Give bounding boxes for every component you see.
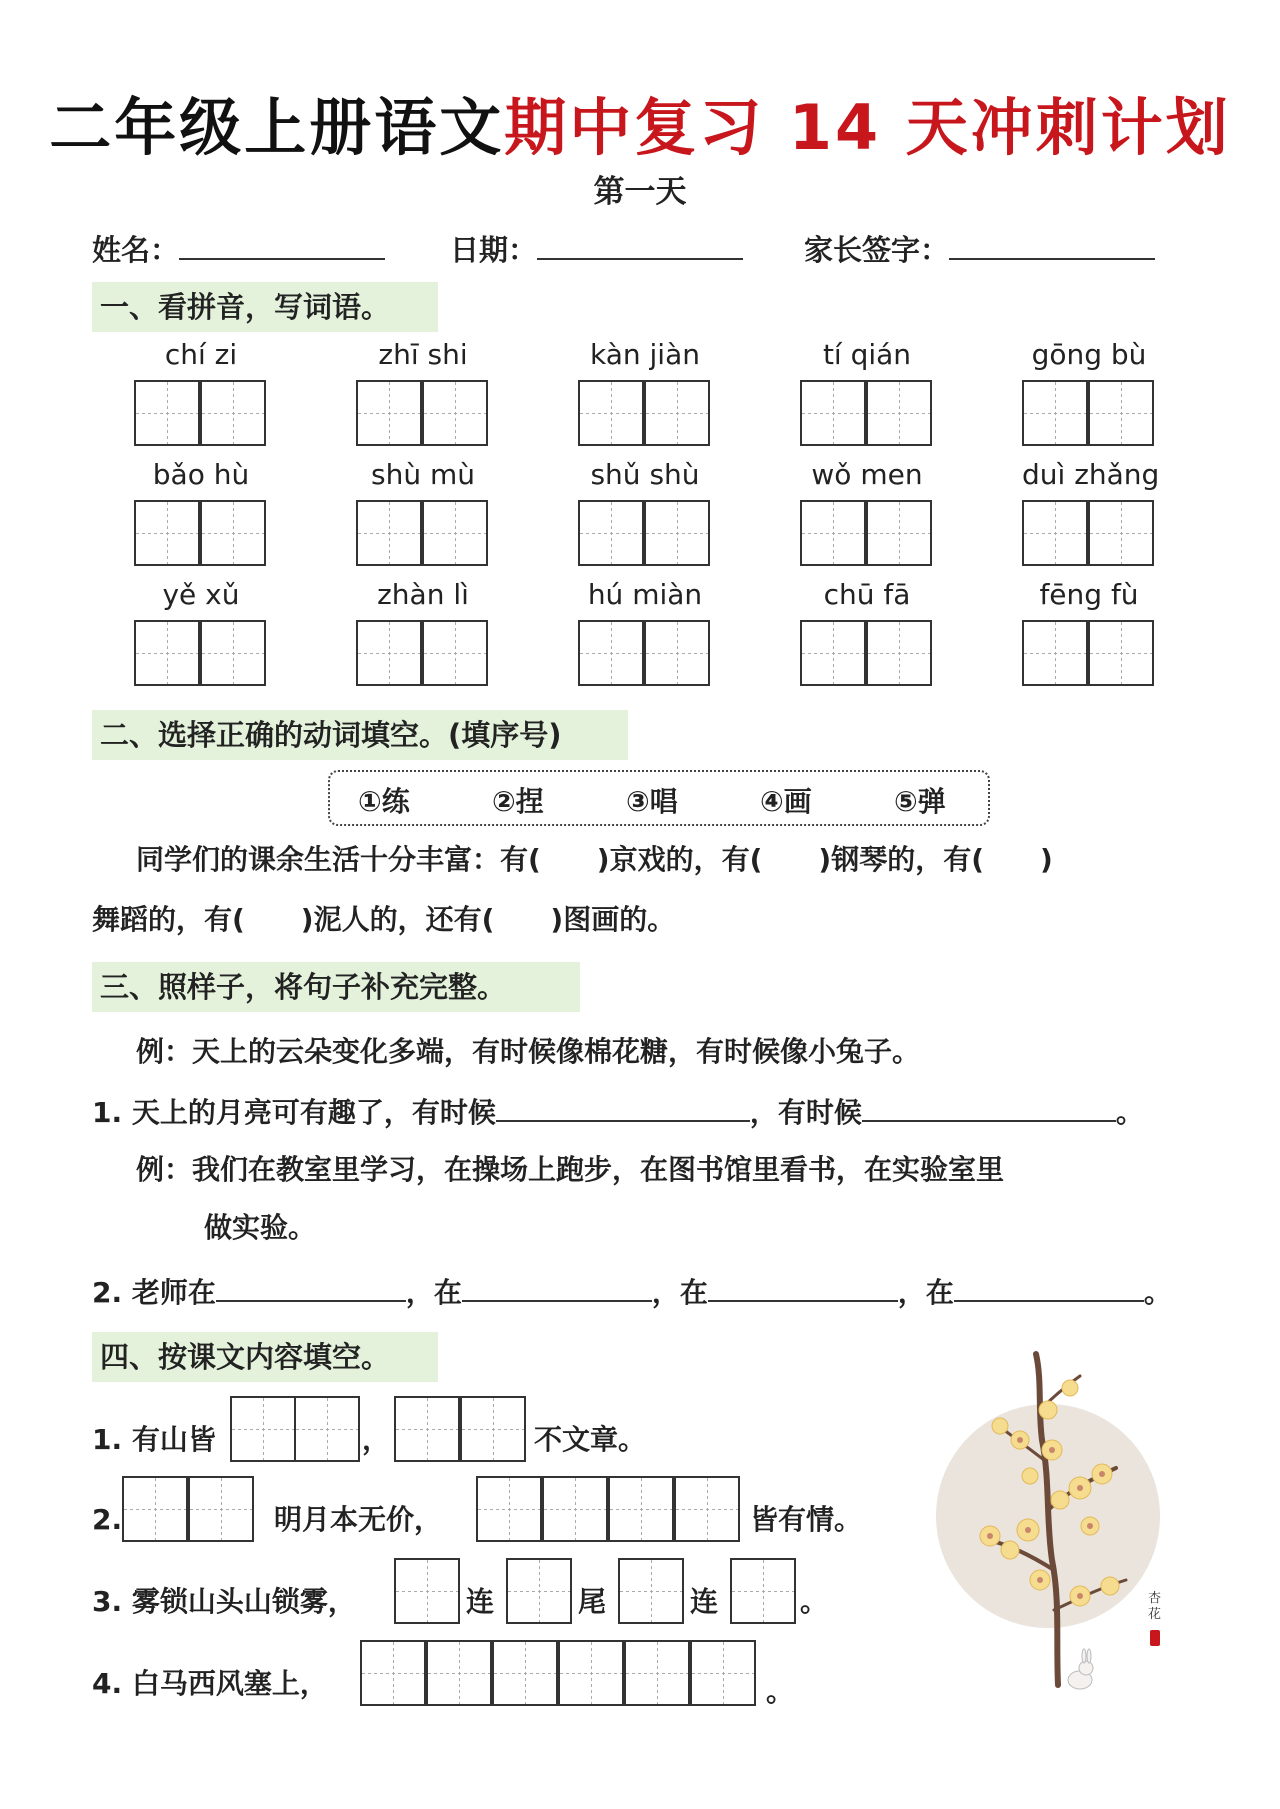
s4-q2-box-1[interactable]	[122, 1476, 188, 1542]
q2-sep-3: ，在	[897, 1276, 954, 1309]
apricot-blossom-illustration	[930, 1340, 1170, 1700]
q2-end: 。	[1143, 1276, 1172, 1309]
name-input-line[interactable]	[179, 228, 385, 260]
q1-blank-2[interactable]	[862, 1092, 1116, 1122]
s4-q4-box-4[interactable]	[558, 1640, 624, 1706]
s4-q4-box-1[interactable]	[360, 1640, 426, 1706]
writing-box[interactable]	[422, 620, 488, 686]
q2-blank-1[interactable]	[216, 1272, 406, 1302]
illustration-label-char-1: 杏	[1148, 1590, 1162, 1605]
verb-options-box	[328, 770, 990, 826]
writing-box[interactable]	[1022, 620, 1088, 686]
day-subtitle: 第一天	[593, 174, 687, 210]
section4-heading: 四、按课文内容填空。	[92, 1332, 438, 1382]
date-label: 日期：	[450, 233, 538, 267]
writing-box[interactable]	[422, 380, 488, 446]
s4-q1-box-2[interactable]	[294, 1396, 360, 1462]
s4-q3-char-2: 尾	[578, 1585, 607, 1618]
section3-example2-line2: 做实验。	[204, 1211, 317, 1244]
s4-q2-box-5[interactable]	[608, 1476, 674, 1542]
writing-box[interactable]	[644, 380, 710, 446]
writing-box[interactable]	[200, 380, 266, 446]
s4-q1-comma: ，	[362, 1423, 391, 1456]
s4-q4-box-6[interactable]	[690, 1640, 756, 1706]
option-1: ①练	[358, 785, 410, 818]
writing-box[interactable]	[800, 500, 866, 566]
writing-box[interactable]	[644, 620, 710, 686]
writing-box[interactable]	[866, 620, 932, 686]
q1-text-b: ，有时候	[749, 1096, 862, 1129]
q2-sep-2: ，在	[651, 1276, 708, 1309]
s4-q4-box-2[interactable]	[426, 1640, 492, 1706]
rabbit-icon	[1068, 1649, 1093, 1689]
writing-box[interactable]	[866, 500, 932, 566]
writing-box[interactable]	[578, 380, 644, 446]
title-part1: 二年级上册语文	[49, 91, 505, 164]
pinyin-label: bǎo hù	[152, 458, 250, 491]
s4-q2-num: 2.	[92, 1503, 123, 1536]
pinyin-label: wǒ men	[811, 458, 923, 491]
pinyin-label: shǔ shù	[590, 458, 700, 491]
option-2: ②捏	[492, 785, 544, 818]
writing-box[interactable]	[356, 500, 422, 566]
writing-box[interactable]	[134, 620, 200, 686]
seal-stamp	[1150, 1630, 1160, 1646]
pinyin-label: duì zhǎng	[1022, 458, 1160, 491]
s4-q4-box-5[interactable]	[624, 1640, 690, 1706]
section3-example2-line1: 例：我们在教室里学习，在操场上跑步，在图书馆里看书，在实验室里	[136, 1153, 1005, 1186]
writing-box[interactable]	[422, 500, 488, 566]
section2-sentence-line1: 同学们的课余生活十分丰富：有( )京戏的，有( )钢琴的，有( )	[136, 843, 1053, 876]
writing-box[interactable]	[866, 380, 932, 446]
parent-sign-input-line[interactable]	[949, 228, 1155, 260]
s4-q2-mid: 明月本无价，	[274, 1503, 443, 1536]
writing-box[interactable]	[356, 620, 422, 686]
writing-box[interactable]	[1088, 500, 1154, 566]
writing-box[interactable]	[1088, 380, 1154, 446]
s4-q3-text-a: 3. 雾锁山头山锁雾，	[92, 1585, 356, 1618]
writing-box[interactable]	[578, 500, 644, 566]
writing-box[interactable]	[800, 620, 866, 686]
writing-box[interactable]	[134, 500, 200, 566]
s4-q2-box-4[interactable]	[542, 1476, 608, 1542]
section2-heading: 二、选择正确的动词填空。(填序号)	[92, 710, 628, 760]
q2-blank-4[interactable]	[954, 1272, 1144, 1302]
pinyin-label: zhàn lì	[377, 578, 469, 611]
illustration-label	[1148, 1590, 1164, 1621]
pinyin-label: tí qián	[822, 338, 912, 371]
writing-box[interactable]	[200, 500, 266, 566]
writing-box[interactable]	[1022, 500, 1088, 566]
q1-text-a: 1. 天上的月亮可有趣了，有时候	[92, 1096, 496, 1129]
section3-q1	[92, 1092, 1144, 1133]
writing-box[interactable]	[800, 380, 866, 446]
section3-q2	[92, 1272, 1172, 1313]
option-4: ④画	[760, 785, 812, 818]
section2-sentence-line2: 舞蹈的，有( )泥人的，还有( )图画的。	[92, 903, 676, 936]
q1-end: 。	[1115, 1096, 1144, 1129]
writing-box[interactable]	[356, 380, 422, 446]
s4-q3-box-2[interactable]	[506, 1558, 572, 1624]
parent-sign-field	[804, 228, 1155, 269]
writing-box[interactable]	[1088, 620, 1154, 686]
title-part2: 期中复习 14 天冲刺计划	[504, 91, 1231, 164]
pinyin-label: chí zi	[164, 338, 238, 371]
s4-q1-box-4[interactable]	[460, 1396, 526, 1462]
q2-blank-2[interactable]	[462, 1272, 652, 1302]
s4-q4-box-3[interactable]	[492, 1640, 558, 1706]
pinyin-label: zhī shi	[378, 338, 468, 371]
pinyin-label: chū fā	[823, 578, 911, 611]
s4-q2-end: 皆有情。	[750, 1503, 863, 1536]
parent-sign-label: 家长签字：	[804, 233, 950, 267]
s4-q4-text-a: 4. 白马西风塞上，	[92, 1667, 328, 1700]
s4-q3-char-1: 连	[466, 1585, 495, 1618]
section3-example1: 例：天上的云朵变化多端，有时候像棉花糖，有时候像小兔子。	[136, 1035, 921, 1068]
illustration-label-char-2: 花	[1148, 1606, 1162, 1621]
s4-q3-end: 。	[800, 1585, 829, 1618]
writing-box[interactable]	[200, 620, 266, 686]
option-3: ③唱	[626, 785, 678, 818]
s4-q1-text-b: 不文章。	[534, 1423, 647, 1456]
pinyin-label: gōng bù	[1031, 338, 1147, 371]
writing-box[interactable]	[1022, 380, 1088, 446]
writing-box[interactable]	[644, 500, 710, 566]
date-input-line[interactable]	[537, 228, 743, 260]
s4-q3-box-4[interactable]	[730, 1558, 796, 1624]
pinyin-label: fēng fù	[1039, 578, 1139, 611]
s4-q1-box-3[interactable]	[394, 1396, 460, 1462]
name-label: 姓名：	[92, 233, 180, 267]
writing-box[interactable]	[134, 380, 200, 446]
s4-q2-box-6[interactable]	[674, 1476, 740, 1542]
option-5: ⑤弹	[894, 785, 946, 818]
writing-box[interactable]	[578, 620, 644, 686]
q2-sep-1: ，在	[405, 1276, 462, 1309]
s4-q1-text-a: 1. 有山皆	[92, 1423, 216, 1456]
s4-q3-box-3[interactable]	[618, 1558, 684, 1624]
s4-q3-char-3: 连	[690, 1585, 719, 1618]
pinyin-label: yě xǔ	[162, 578, 240, 611]
s4-q3-box-1[interactable]	[394, 1558, 460, 1624]
s4-q2-box-3[interactable]	[476, 1476, 542, 1542]
pinyin-label: shù mù	[370, 458, 475, 491]
q2-blank-3[interactable]	[708, 1272, 898, 1302]
date-field	[450, 228, 743, 269]
section3-heading: 三、照样子，将句子补充完整。	[92, 962, 580, 1012]
s4-q4-end: 。	[766, 1675, 795, 1708]
page-title	[0, 78, 1280, 167]
pinyin-label: hú miàn	[587, 578, 703, 611]
name-field	[92, 228, 385, 269]
pinyin-label: kàn jiàn	[590, 338, 700, 371]
section1-heading: 一、看拼音，写词语。	[92, 282, 438, 332]
q2-text-a: 2. 老师在	[92, 1276, 216, 1309]
q1-blank-1[interactable]	[496, 1092, 750, 1122]
s4-q2-box-2[interactable]	[188, 1476, 254, 1542]
s4-q1-box-1[interactable]	[230, 1396, 296, 1462]
